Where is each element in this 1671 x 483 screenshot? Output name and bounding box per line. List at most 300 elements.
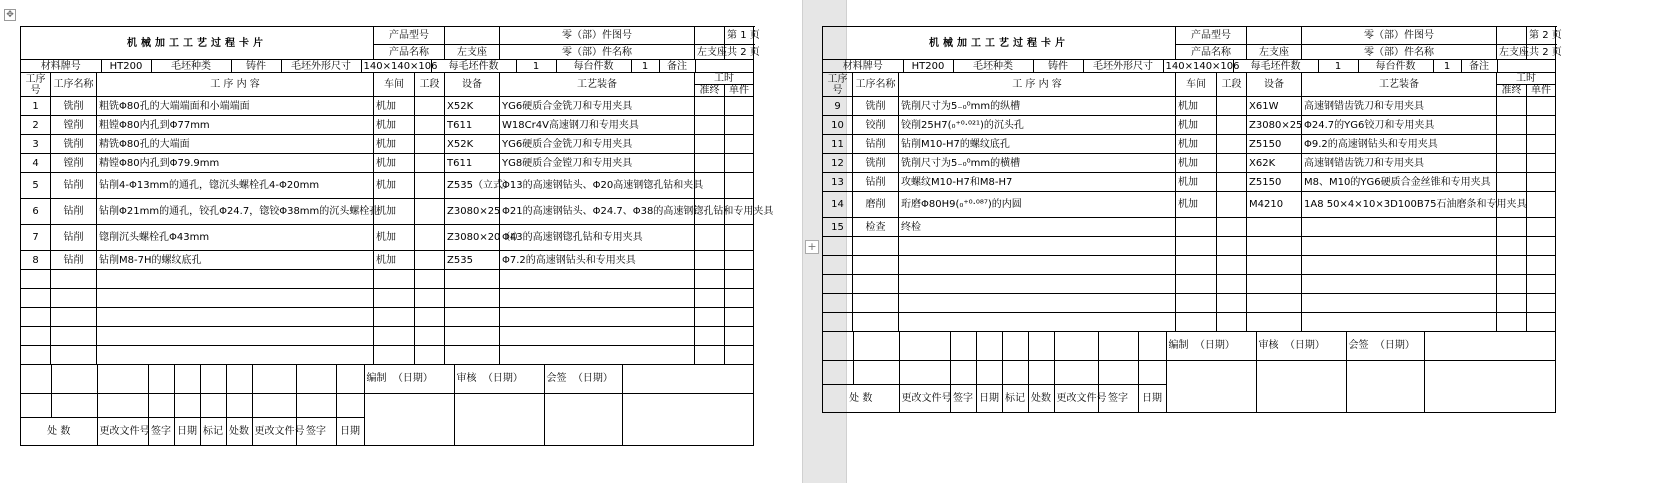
- op-unit-time-cell[interactable]: [1527, 173, 1556, 192]
- op-setup-time-cell[interactable]: [1497, 97, 1527, 116]
- op-name-cell[interactable]: [51, 308, 97, 327]
- op-name-cell[interactable]: 铰削: [853, 116, 899, 135]
- col-op-no-header: 工序号: [823, 73, 853, 97]
- col-unit-header: 单件: [725, 85, 754, 97]
- signature-value-cell[interactable]: [1256, 360, 1346, 412]
- op-no-cell[interactable]: 4: [21, 154, 51, 173]
- op-tooling-cell[interactable]: 1A8 50×4×10×3D100B75石油磨条和专用夹具: [1302, 192, 1497, 218]
- op-setup-time-cell[interactable]: [695, 225, 725, 251]
- op-unit-time-cell[interactable]: [725, 346, 754, 365]
- op-section-cell[interactable]: [1217, 275, 1247, 294]
- pieces-per-blank-value[interactable]: 1: [1318, 60, 1358, 72]
- product-model-value[interactable]: [1247, 27, 1302, 45]
- op-setup-time-cell[interactable]: [695, 308, 725, 327]
- change-doc-label: 更改文件号: [899, 384, 950, 412]
- op-tooling-cell[interactable]: [500, 327, 695, 346]
- op-workshop-cell[interactable]: [374, 308, 415, 327]
- op-tooling-cell[interactable]: [1302, 256, 1497, 275]
- op-setup-time-cell[interactable]: [695, 346, 725, 365]
- op-workshop-cell[interactable]: [1176, 313, 1217, 332]
- product-name-label: 产品名称: [1176, 45, 1247, 60]
- op-workshop-cell[interactable]: 机加: [374, 116, 415, 135]
- op-section-cell[interactable]: [415, 199, 445, 225]
- op-content-cell[interactable]: 钻削4-Φ13mm的通孔，锪沉头螺栓孔4-Φ20mm: [97, 173, 374, 199]
- op-unit-time-cell[interactable]: [725, 225, 754, 251]
- op-no-cell[interactable]: 14: [823, 192, 853, 218]
- op-setup-time-cell[interactable]: [1497, 256, 1527, 275]
- op-name-cell[interactable]: 钻削: [51, 173, 97, 199]
- op-unit-time-cell[interactable]: [1527, 237, 1556, 256]
- op-equipment-cell[interactable]: [1247, 313, 1302, 332]
- op-tooling-cell[interactable]: [1302, 275, 1497, 294]
- blank-size-label: 毛坯外形尺寸: [1083, 60, 1163, 72]
- op-no-cell[interactable]: [21, 327, 51, 346]
- op-content-cell[interactable]: 铰削25H7(₀⁺⁰·⁰²¹)的沉头孔: [899, 116, 1176, 135]
- part-no-value[interactable]: [695, 27, 725, 45]
- op-setup-time-cell[interactable]: [695, 270, 725, 289]
- remark-value[interactable]: [1497, 60, 1556, 72]
- op-section-cell[interactable]: [415, 154, 445, 173]
- product-model-value[interactable]: [445, 27, 500, 45]
- revision-blank-cell: [823, 332, 853, 360]
- op-workshop-cell[interactable]: 机加: [374, 173, 415, 199]
- col-tooling-header: 工艺装备: [500, 73, 695, 97]
- col-setup-header: 准终: [1497, 85, 1527, 97]
- count-label: 处数: [226, 417, 252, 445]
- op-section-cell[interactable]: [415, 270, 445, 289]
- op-section-cell[interactable]: [415, 289, 445, 308]
- page-number: 第 1 页: [725, 27, 754, 45]
- op-name-cell[interactable]: [51, 327, 97, 346]
- op-workshop-cell[interactable]: 机加: [374, 199, 415, 225]
- material-no-value[interactable]: HT200: [101, 60, 151, 72]
- op-equipment-cell[interactable]: [1247, 218, 1302, 237]
- op-content-cell[interactable]: [899, 275, 1176, 294]
- op-equipment-cell[interactable]: Z3080×25: [445, 199, 500, 225]
- op-section-cell[interactable]: [1217, 173, 1247, 192]
- pieces-per-blank-value[interactable]: 1: [516, 60, 556, 72]
- blank-size-value[interactable]: 140×140×106: [361, 60, 431, 72]
- op-setup-time-cell[interactable]: [1497, 135, 1527, 154]
- op-section-cell[interactable]: [1217, 116, 1247, 135]
- op-unit-time-cell[interactable]: [1527, 97, 1556, 116]
- total-pages: 共 2 页: [725, 45, 754, 60]
- product-name-value[interactable]: 左支座: [445, 45, 500, 60]
- op-name-cell[interactable]: [853, 313, 899, 332]
- op-name-cell[interactable]: [51, 289, 97, 308]
- op-setup-time-cell[interactable]: [695, 154, 725, 173]
- op-no-cell[interactable]: 2: [21, 116, 51, 135]
- op-unit-time-cell[interactable]: [725, 289, 754, 308]
- revision-blank-cell: [950, 360, 976, 384]
- op-no-cell[interactable]: 11: [823, 135, 853, 154]
- op-unit-time-cell[interactable]: [1527, 116, 1556, 135]
- op-content-cell[interactable]: [899, 256, 1176, 275]
- op-no-cell[interactable]: [21, 270, 51, 289]
- prepared-label-text: 编制: [1168, 340, 1189, 352]
- op-setup-time-cell[interactable]: [1497, 218, 1527, 237]
- material-no-value[interactable]: HT200: [903, 60, 953, 72]
- pieces-per-unit-value[interactable]: 1: [1433, 60, 1461, 72]
- remark-value[interactable]: [695, 60, 754, 72]
- part-no-value[interactable]: [1497, 27, 1527, 45]
- op-unit-time-cell[interactable]: [1527, 218, 1556, 237]
- countersigned-label-text: 会签: [546, 373, 567, 385]
- op-workshop-cell[interactable]: [1176, 294, 1217, 313]
- revision-blank-cell: [226, 365, 252, 393]
- op-tooling-cell[interactable]: YG6硬质合金铣刀和专用夹具: [500, 97, 695, 116]
- op-workshop-cell[interactable]: 机加: [374, 251, 415, 270]
- op-name-cell[interactable]: 检查: [853, 218, 899, 237]
- op-workshop-cell[interactable]: 机加: [1176, 116, 1217, 135]
- op-no-cell[interactable]: [823, 313, 853, 332]
- op-section-cell[interactable]: [1217, 154, 1247, 173]
- op-content-cell[interactable]: 终检: [899, 218, 1176, 237]
- op-workshop-cell[interactable]: [374, 346, 415, 365]
- op-name-cell[interactable]: 钻削: [853, 173, 899, 192]
- op-name-cell[interactable]: [853, 256, 899, 275]
- op-no-cell[interactable]: 1: [21, 97, 51, 116]
- op-section-cell[interactable]: [415, 225, 445, 251]
- part-name-value[interactable]: 左支座: [1497, 45, 1527, 60]
- op-setup-time-cell[interactable]: [695, 116, 725, 135]
- op-tooling-cell[interactable]: YG8硬质合金镗刀和专用夹具: [500, 154, 695, 173]
- op-equipment-cell[interactable]: [445, 270, 500, 289]
- op-no-cell[interactable]: [21, 308, 51, 327]
- op-unit-time-cell[interactable]: [725, 154, 754, 173]
- op-content-cell[interactable]: 铣削尺寸为5₋₀⁰mm的纵槽: [899, 97, 1176, 116]
- op-setup-time-cell[interactable]: [1497, 313, 1527, 332]
- op-section-cell[interactable]: [1217, 97, 1247, 116]
- op-workshop-cell[interactable]: 机加: [1176, 97, 1217, 116]
- pieces-per-unit-value[interactable]: 1: [631, 60, 659, 72]
- op-equipment-cell[interactable]: M4210: [1247, 192, 1302, 218]
- op-equipment-cell[interactable]: [1247, 275, 1302, 294]
- op-workshop-cell[interactable]: 机加: [1176, 135, 1217, 154]
- op-content-cell[interactable]: 精镗Φ80内孔到Φ79.9mm: [97, 154, 374, 173]
- op-name-cell[interactable]: [51, 270, 97, 289]
- date-placeholder: （日期）: [482, 373, 523, 385]
- signature-block: [823, 332, 1556, 413]
- op-workshop-cell[interactable]: 机加: [374, 135, 415, 154]
- op-section-cell[interactable]: [415, 135, 445, 154]
- op-content-cell[interactable]: [97, 327, 374, 346]
- op-workshop-cell[interactable]: [374, 327, 415, 346]
- op-tooling-cell[interactable]: M8、M10的YG6硬质合金丝锥和专用夹具: [1302, 173, 1497, 192]
- op-tooling-cell[interactable]: 高速钢错齿铣刀和专用夹具: [1302, 154, 1497, 173]
- op-name-cell[interactable]: [51, 346, 97, 365]
- signature-empty-cell: [1424, 332, 1555, 360]
- op-unit-time-cell[interactable]: [725, 308, 754, 327]
- col-content-header: 工 序 内 容: [899, 73, 1176, 97]
- op-unit-time-cell[interactable]: [1527, 275, 1556, 294]
- op-unit-time-cell[interactable]: [1527, 154, 1556, 173]
- op-tooling-cell[interactable]: W18Cr4V高速钢刀和专用夹具: [500, 116, 695, 135]
- op-setup-time-cell[interactable]: [695, 135, 725, 154]
- op-content-cell[interactable]: [899, 294, 1176, 313]
- op-setup-time-cell[interactable]: [695, 251, 725, 270]
- col-section-header: 工段: [415, 73, 445, 97]
- op-equipment-cell[interactable]: [445, 346, 500, 365]
- op-equipment-cell[interactable]: Z5150: [1247, 135, 1302, 154]
- op-workshop-cell[interactable]: 机加: [1176, 173, 1217, 192]
- op-no-cell[interactable]: [21, 289, 51, 308]
- op-setup-time-cell[interactable]: [695, 97, 725, 116]
- op-equipment-cell[interactable]: [1247, 256, 1302, 275]
- op-no-cell[interactable]: 15: [823, 218, 853, 237]
- op-tooling-cell[interactable]: Φ7.2的高速钢钻头和专用夹具: [500, 251, 695, 270]
- signature-value-cell[interactable]: [454, 393, 544, 445]
- op-tooling-cell[interactable]: [500, 308, 695, 327]
- op-workshop-cell[interactable]: [1176, 256, 1217, 275]
- op-content-cell[interactable]: 粗镗Φ80内孔到Φ77mm: [97, 116, 374, 135]
- page-number: 第 2 页: [1527, 27, 1556, 45]
- op-no-cell[interactable]: [823, 275, 853, 294]
- op-content-cell[interactable]: [97, 308, 374, 327]
- date-label: 日期: [174, 417, 200, 445]
- op-workshop-cell[interactable]: 机加: [374, 97, 415, 116]
- signature-value-cell[interactable]: [364, 393, 454, 445]
- op-unit-time-cell[interactable]: [725, 135, 754, 154]
- op-equipment-cell[interactable]: Z535（立式）: [445, 173, 500, 199]
- prepared-label[interactable]: [1166, 332, 1256, 360]
- op-no-cell[interactable]: [823, 256, 853, 275]
- op-section-cell[interactable]: [415, 327, 445, 346]
- op-unit-time-cell[interactable]: [725, 173, 754, 199]
- op-tooling-cell[interactable]: Φ21的高速钢钻头、Φ24.7、Φ38的高速钢锪孔钻和专用夹具: [500, 199, 695, 225]
- op-content-cell[interactable]: 锪削沉头螺栓孔Φ43mm: [97, 225, 374, 251]
- op-name-cell[interactable]: 镗削: [51, 154, 97, 173]
- op-name-cell[interactable]: 铣削: [853, 97, 899, 116]
- total-pages: 共 2 页: [1527, 45, 1556, 60]
- revision-blank-cell: [853, 332, 899, 360]
- op-workshop-cell[interactable]: [374, 270, 415, 289]
- op-setup-time-cell[interactable]: [1497, 237, 1527, 256]
- op-no-cell[interactable]: 7: [21, 225, 51, 251]
- op-tooling-cell[interactable]: 高速钢错齿铣刀和专用夹具: [1302, 97, 1497, 116]
- op-name-cell[interactable]: 镗削: [51, 116, 97, 135]
- op-unit-time-cell[interactable]: [725, 251, 754, 270]
- checked-label-text: 审核: [1258, 340, 1279, 352]
- op-workshop-cell[interactable]: [1176, 218, 1217, 237]
- op-name-cell[interactable]: 钻削: [51, 225, 97, 251]
- op-name-cell[interactable]: [853, 275, 899, 294]
- op-section-cell[interactable]: [415, 173, 445, 199]
- op-content-cell[interactable]: [899, 237, 1176, 256]
- op-equipment-cell[interactable]: T611: [445, 116, 500, 135]
- op-unit-time-cell[interactable]: [1527, 192, 1556, 218]
- op-tooling-cell[interactable]: YG6硬质合金铣刀和专用夹具: [500, 135, 695, 154]
- op-tooling-cell[interactable]: [1302, 294, 1497, 313]
- op-section-cell[interactable]: [1217, 313, 1247, 332]
- op-content-cell[interactable]: 攻螺纹M10-H7和M8-H7: [899, 173, 1176, 192]
- op-setup-time-cell[interactable]: [1497, 154, 1527, 173]
- op-content-cell[interactable]: [97, 289, 374, 308]
- op-name-cell[interactable]: 铣削: [51, 135, 97, 154]
- op-workshop-cell[interactable]: 机加: [374, 225, 415, 251]
- blank-size-value[interactable]: 140×140×106: [1163, 60, 1233, 72]
- op-no-cell[interactable]: [823, 294, 853, 313]
- op-content-cell[interactable]: 精铣Φ80孔的大端面: [97, 135, 374, 154]
- op-unit-time-cell[interactable]: [1527, 313, 1556, 332]
- op-unit-time-cell[interactable]: [1527, 294, 1556, 313]
- op-section-cell[interactable]: [415, 308, 445, 327]
- op-section-cell[interactable]: [415, 251, 445, 270]
- op-name-cell[interactable]: 钻削: [51, 251, 97, 270]
- pieces-per-unit-label: 每台件数: [1358, 60, 1433, 72]
- op-content-cell[interactable]: 珩磨Φ80H9(₀⁺⁰·⁰⁸⁷)的内圆: [899, 192, 1176, 218]
- op-equipment-cell[interactable]: X62K: [1247, 154, 1302, 173]
- op-equipment-cell[interactable]: Z3080×25: [1247, 116, 1302, 135]
- op-no-cell[interactable]: 8: [21, 251, 51, 270]
- revision-blank-cell: [200, 365, 226, 393]
- revision-blank-cell: [21, 393, 51, 417]
- revision-blank-cell: [97, 393, 148, 417]
- op-no-cell[interactable]: 3: [21, 135, 51, 154]
- op-no-cell[interactable]: [823, 237, 853, 256]
- op-no-cell[interactable]: 6: [21, 199, 51, 225]
- add-column-button[interactable]: +: [805, 240, 819, 254]
- part-name-value[interactable]: 左支座: [695, 45, 725, 60]
- op-no-cell[interactable]: 10: [823, 116, 853, 135]
- op-tooling-cell[interactable]: Φ43的高速钢锪孔钻和专用夹具: [500, 225, 695, 251]
- op-section-cell[interactable]: [1217, 218, 1247, 237]
- op-equipment-cell[interactable]: [1247, 294, 1302, 313]
- countersigned-label[interactable]: [544, 365, 622, 393]
- countersigned-label[interactable]: [1346, 332, 1424, 360]
- op-equipment-cell[interactable]: X61W: [1247, 97, 1302, 116]
- signature-value-cell[interactable]: [1166, 360, 1256, 412]
- pieces-per-blank-label: 每毛坯件数: [431, 60, 516, 72]
- op-section-cell[interactable]: [1217, 237, 1247, 256]
- table-move-handle-icon[interactable]: ✥: [4, 9, 16, 21]
- op-name-cell[interactable]: [853, 237, 899, 256]
- op-equipment-cell[interactable]: Z3080×20（Ⅰ）: [445, 225, 500, 251]
- remark-label: 备注: [1461, 60, 1497, 72]
- op-content-cell[interactable]: [899, 313, 1176, 332]
- op-section-cell[interactable]: [415, 346, 445, 365]
- op-equipment-cell[interactable]: [1247, 237, 1302, 256]
- op-section-cell[interactable]: [1217, 256, 1247, 275]
- op-no-cell[interactable]: 5: [21, 173, 51, 199]
- op-no-cell[interactable]: 9: [823, 97, 853, 116]
- card-title: 机械加工工艺过程卡片: [823, 27, 1176, 60]
- op-equipment-cell[interactable]: [445, 308, 500, 327]
- op-content-cell[interactable]: 粗铣Φ80孔的大端端面和小端端面: [97, 97, 374, 116]
- material-no-label: 材料牌号: [21, 60, 101, 72]
- op-tooling-cell[interactable]: [1302, 313, 1497, 332]
- op-workshop-cell[interactable]: [374, 289, 415, 308]
- op-no-cell[interactable]: 13: [823, 173, 853, 192]
- blank-type-label: 毛坯种类: [151, 60, 231, 72]
- op-section-cell[interactable]: [415, 97, 445, 116]
- op-equipment-cell[interactable]: X52K: [445, 135, 500, 154]
- op-workshop-cell[interactable]: 机加: [1176, 154, 1217, 173]
- op-workshop-cell[interactable]: 机加: [374, 154, 415, 173]
- op-no-cell[interactable]: [21, 346, 51, 365]
- op-unit-time-cell[interactable]: [725, 116, 754, 135]
- revision-blank-cell: [174, 393, 200, 417]
- op-content-cell[interactable]: 铣削尺寸为5₋₀⁰mm的横槽: [899, 154, 1176, 173]
- checked-label[interactable]: [454, 365, 544, 393]
- op-content-cell[interactable]: [97, 270, 374, 289]
- op-section-cell[interactable]: [1217, 135, 1247, 154]
- op-workshop-cell[interactable]: [1176, 275, 1217, 294]
- op-equipment-cell[interactable]: T611: [445, 154, 500, 173]
- signature-value-cell[interactable]: [1346, 360, 1424, 412]
- op-content-cell[interactable]: 钻削M10-H7的螺纹底孔: [899, 135, 1176, 154]
- op-unit-time-cell[interactable]: [725, 327, 754, 346]
- op-content-cell[interactable]: 钻削M8-7H的螺纹底孔: [97, 251, 374, 270]
- blank-type-value[interactable]: 铸件: [1033, 60, 1083, 72]
- revision-blank-cell: [97, 365, 148, 393]
- op-tooling-cell[interactable]: [500, 270, 695, 289]
- blank-type-value[interactable]: 铸件: [231, 60, 281, 72]
- op-equipment-cell[interactable]: [445, 327, 500, 346]
- part-no-label: 零（部）件图号: [500, 27, 695, 45]
- revision-blank-cell: [174, 365, 200, 393]
- op-name-cell[interactable]: 钻削: [853, 135, 899, 154]
- op-name-cell[interactable]: [853, 294, 899, 313]
- checked-label[interactable]: [1256, 332, 1346, 360]
- op-setup-time-cell[interactable]: [1497, 173, 1527, 192]
- op-setup-time-cell[interactable]: [1497, 294, 1527, 313]
- signature-value-cell[interactable]: [544, 393, 622, 445]
- op-tooling-cell[interactable]: Φ9.2的高速钢钻头和专用夹具: [1302, 135, 1497, 154]
- op-no-cell[interactable]: 12: [823, 154, 853, 173]
- date-label: 日期: [976, 384, 1002, 412]
- op-unit-time-cell[interactable]: [1527, 256, 1556, 275]
- revision-blank-cell: [51, 393, 97, 417]
- signature-value-cell[interactable]: [622, 393, 753, 445]
- op-section-cell[interactable]: [1217, 294, 1247, 313]
- revision-blank-cell: [226, 393, 252, 417]
- op-equipment-cell[interactable]: [445, 289, 500, 308]
- op-unit-time-cell[interactable]: [1527, 135, 1556, 154]
- op-setup-time-cell[interactable]: [695, 289, 725, 308]
- op-workshop-cell[interactable]: 机加: [1176, 192, 1217, 218]
- signature-value-cell[interactable]: [1424, 360, 1555, 412]
- op-content-cell[interactable]: 钻削Φ21mm的通孔，铰孔Φ24.7，锪铰Φ38mm的沉头螺栓孔: [97, 199, 374, 225]
- op-section-cell[interactable]: [1217, 192, 1247, 218]
- op-equipment-cell[interactable]: X52K: [445, 97, 500, 116]
- sign-label-2: 签字: [296, 417, 336, 445]
- prepared-label[interactable]: [364, 365, 454, 393]
- op-setup-time-cell[interactable]: [1497, 275, 1527, 294]
- op-setup-time-cell[interactable]: [695, 327, 725, 346]
- op-tooling-cell[interactable]: [500, 289, 695, 308]
- op-tooling-cell[interactable]: [500, 346, 695, 365]
- op-unit-time-cell[interactable]: [725, 270, 754, 289]
- op-name-cell[interactable]: 钻削: [51, 199, 97, 225]
- op-tooling-cell[interactable]: [1302, 237, 1497, 256]
- op-equipment-cell[interactable]: Z535: [445, 251, 500, 270]
- revision-blank-cell: [899, 332, 950, 360]
- op-tooling-cell[interactable]: Φ13的高速钢钻头、Φ20高速钢锪孔钻和夹具: [500, 173, 695, 199]
- op-name-cell[interactable]: 铣削: [853, 154, 899, 173]
- op-unit-time-cell[interactable]: [725, 97, 754, 116]
- op-setup-time-cell[interactable]: [1497, 116, 1527, 135]
- op-workshop-cell[interactable]: [1176, 237, 1217, 256]
- op-name-cell[interactable]: 磨削: [853, 192, 899, 218]
- op-section-cell[interactable]: [415, 116, 445, 135]
- op-content-cell[interactable]: [97, 346, 374, 365]
- op-name-cell[interactable]: 铣削: [51, 97, 97, 116]
- op-tooling-cell[interactable]: Φ24.7的YG6铰刀和专用夹具: [1302, 116, 1497, 135]
- product-name-value[interactable]: 左支座: [1247, 45, 1302, 60]
- op-equipment-cell[interactable]: Z5150: [1247, 173, 1302, 192]
- op-tooling-cell[interactable]: [1302, 218, 1497, 237]
